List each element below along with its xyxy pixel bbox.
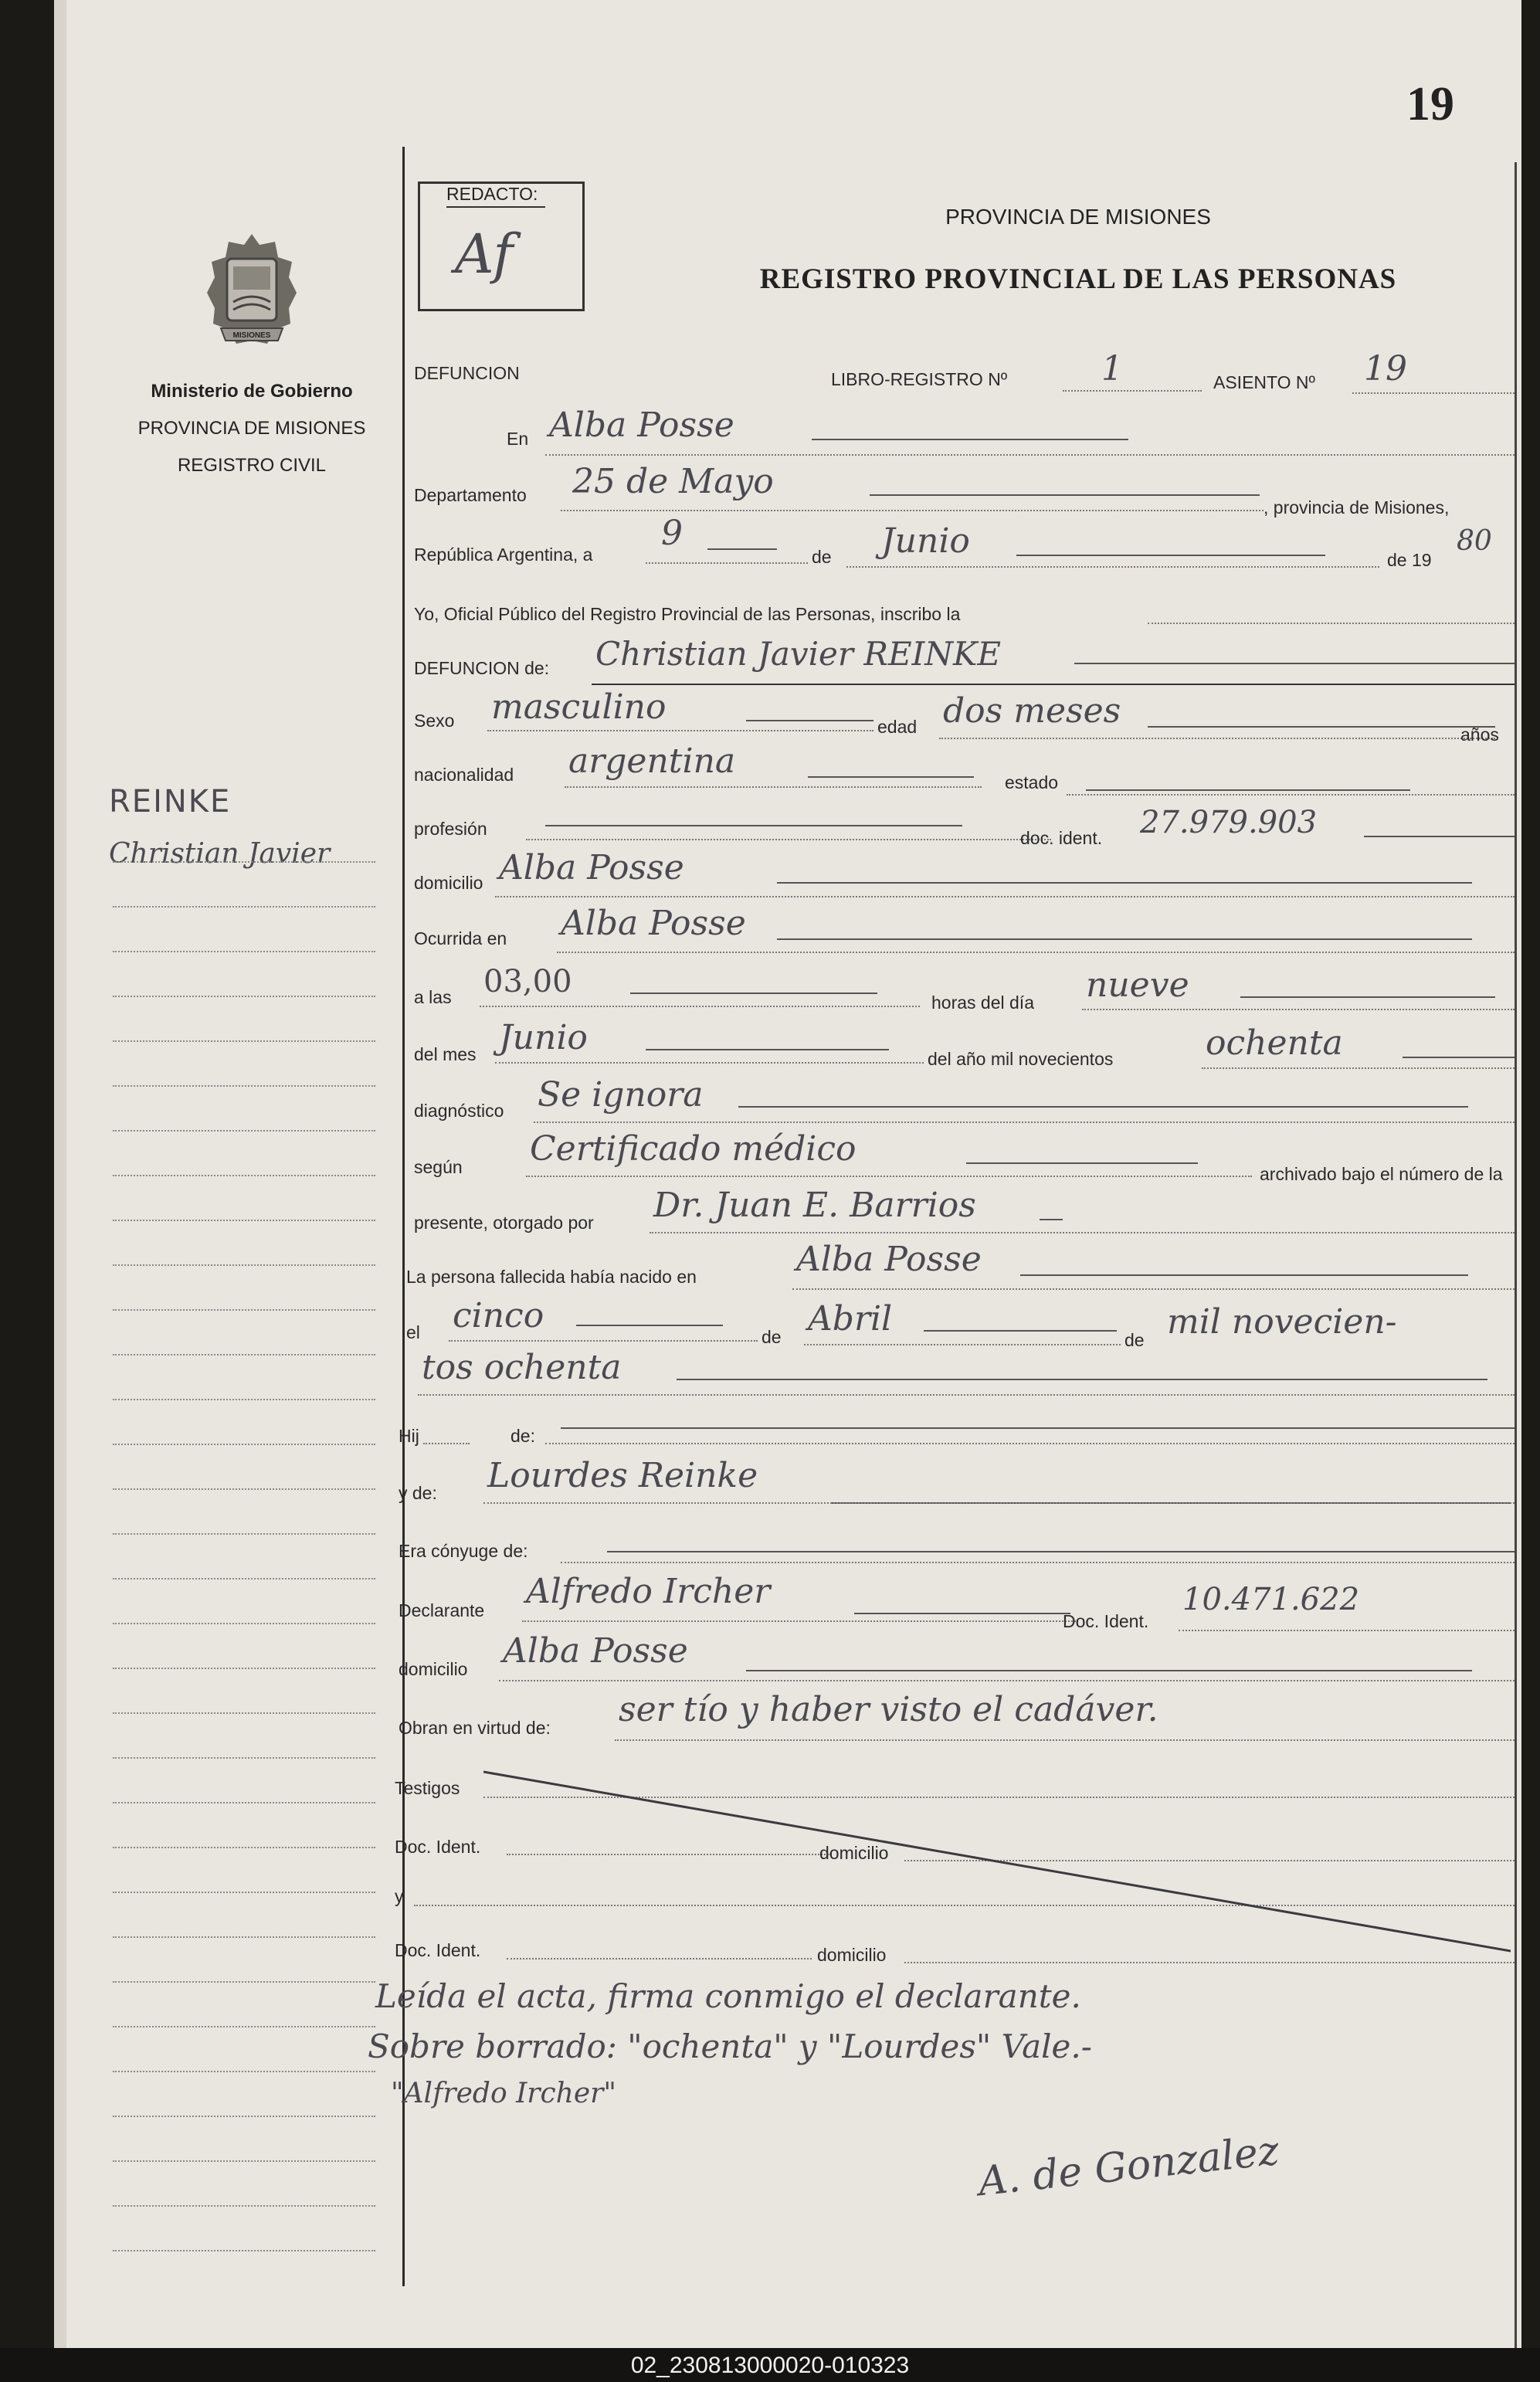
nacionalidad-value: argentina [568,741,736,781]
delmes-label: del mes [414,1044,477,1064]
yo-text: Yo, Oficial Público del Registro Provincial de las Personas, inscribo la [414,604,961,624]
ocurrida-label: Ocurrida en [414,928,507,948]
domicilio-label: domicilio [414,873,483,893]
margin-ruled-line [113,1040,375,1042]
act-type-label: DEFUNCION [414,363,520,383]
declarante-doc-value: 10.471.622 [1182,1582,1360,1617]
defuncion-label: DEFUNCION de: [414,658,550,678]
margin-ruled-line [113,1175,375,1176]
redacto-box [418,182,585,311]
en-value: Alba Posse [549,405,734,445]
margin-ruled-line [113,2026,375,2027]
testigo1-domicilio-label: domicilio [819,1843,889,1863]
presente-value: Dr. Juan E. Barrios [653,1186,976,1225]
left-margin-rule [402,147,405,2286]
segun-label: según [414,1157,463,1177]
anio-value: 80 [1457,525,1492,557]
de3-label: de [1124,1330,1145,1350]
margin-ruled-line [113,861,375,863]
alas-label: a las [414,987,452,1007]
segun-value: Certificado médico [530,1129,856,1169]
hijde-label: de: [511,1426,535,1446]
asiento-label: ASIENTO Nº [1213,372,1315,392]
closing-line-2: Sobre borrado: "ochenta" y "Lourdes" Vale.- [368,2027,1092,2065]
provincia-label: , provincia de Misiones, [1264,497,1450,517]
margin-ruled-line [113,1488,375,1490]
asiento-value: 19 [1364,349,1407,389]
diagnostico-value: Se ignora [538,1075,704,1115]
margin-note-name: Christian Javier [109,838,331,870]
margin-ruled-line [113,1130,375,1132]
declarante-domicilio-label: domicilio [399,1659,468,1679]
margin-ruled-line [113,1892,375,1893]
sexo-label: Sexo [414,711,455,731]
declarante-label: Declarante [399,1600,485,1620]
declarante-domicilio-value: Alba Posse [503,1631,688,1671]
yde-label: y de: [399,1483,437,1503]
profesion-label: profesión [414,819,487,839]
margin-ruled-line [113,1354,375,1356]
seal-text: MISIONES [232,331,271,340]
doc-label: doc. ident. [1020,828,1103,848]
margin-ruled-line [113,951,375,952]
margin-ruled-line [113,1399,375,1400]
mes-value: Junio [881,521,970,561]
margin-ruled-line [113,1623,375,1624]
anios-label: años [1460,724,1499,745]
edad-value: dos meses [943,691,1121,731]
ministry-name: Ministerio de Gobierno [151,381,353,402]
testigo1-doc-label: Doc. Ident. [395,1837,481,1857]
margin-ruled-line [113,2071,375,2072]
el-label: el [406,1322,420,1342]
margin-ruled-line [113,1533,375,1535]
margin-ruled-line [113,1936,375,1938]
defuncion-value: Christian Javier REINKE [595,635,1001,673]
edad-label: edad [877,717,918,737]
libro-label: LIBRO-REGISTRO Nº [831,369,1008,389]
libro-value: 1 [1101,349,1123,389]
margin-ruled-line [113,1444,375,1445]
de2-label: de [762,1327,782,1347]
ministry-registry: REGISTRO CIVIL [177,455,327,476]
estado-label: estado [1005,772,1059,792]
declarante-value: Alfredo Ircher [526,1572,771,1611]
closing-line-3: "Alfredo Ircher" [391,2078,616,2109]
official-signature: A. de Gonzalez [975,2127,1281,2206]
testigo2-domicilio-label: domicilio [817,1945,887,1965]
page-number: 19 [1406,78,1454,131]
y-label: y [395,1886,404,1906]
cancellation-stroke [483,1769,1511,1954]
conyuge-label: Era cónyuge de: [399,1541,528,1561]
hij-label: Hij [399,1426,419,1446]
margin-ruled-line [113,2160,375,2162]
margin-ruled-line [113,1264,375,1266]
testigo2-doc-label: Doc. Ident. [395,1940,481,1960]
margin-ruled-line [113,1757,375,1759]
yde-value: Lourdes Reinke [487,1456,758,1495]
archivado-label: archivado bajo el número de la [1260,1164,1503,1184]
obran-label: Obran en virtud de: [399,1718,551,1738]
margin-ruled-line [113,2205,375,2207]
margin-note-surname: REINKE [109,784,232,819]
margin-ruled-line [113,1085,375,1087]
el-value: cinco [453,1296,544,1335]
date-continuation-value: tos ochenta [422,1348,622,1387]
ministry-block [120,373,383,484]
redacto-label: REDACTO: [446,184,538,204]
horas-label: horas del día [931,992,1034,1013]
testigos-label: Testigos [395,1778,460,1798]
margin-ruled-line [113,1802,375,1803]
de-label: de [812,547,832,567]
margin-ruled-line [113,1578,375,1580]
right-margin-rule [1515,162,1517,2356]
alas-value: 03,00 [483,964,572,999]
departamento-value: 25 de Mayo [572,462,774,501]
margin-ruled-line [113,1309,375,1311]
de3-value: mil novecien- [1167,1302,1397,1342]
ministry-province: PROVINCIA DE MISIONES [137,418,366,439]
margin-ruled-line [113,906,375,908]
delanio-value: ochenta [1206,1023,1343,1063]
margin-ruled-line [113,2116,375,2117]
de2-value: Abril [808,1299,893,1339]
obran-value: ser tío y haber visto el cadáver. [619,1690,1158,1729]
ocurrida-value: Alba Posse [561,904,746,943]
sexo-value: masculino [491,687,667,727]
delmes-value: Junio [499,1018,588,1057]
margin-ruled-line [113,1220,375,1221]
horas-value: nueve [1086,965,1189,1005]
register-page [54,0,1521,2348]
nacido-label: La persona fallecida había nacido en [406,1267,697,1287]
nacido-value: Alba Posse [796,1240,982,1279]
anio-label: de 19 [1387,550,1432,570]
margin-ruled-line [113,996,375,997]
margin-ruled-line [113,1847,375,1848]
closing-line-1: Leída el acta, firma conmigo el declarante. [375,1977,1081,2015]
declarante-doc-label: Doc. Ident. [1063,1611,1149,1631]
footer-file-id: 02_230813000020-010323 [630,2353,910,2378]
margin-ruled-line [113,1712,375,1714]
province-heading: PROVINCIA DE MISIONES [945,205,1211,229]
diagnostico-label: diagnóstico [414,1101,504,1121]
departamento-label: Departamento [414,485,527,505]
registry-title: REGISTRO PROVINCIAL DE LAS PERSONAS [759,263,1397,295]
delanio-label: del año mil novecientos [928,1049,1114,1069]
en-label: En [507,429,529,449]
redacto-initials: Af [455,222,514,286]
dia-value: 9 [661,514,683,553]
footer-bar [0,2348,1540,2382]
margin-ruled-line [113,1668,375,1669]
republica-label: República Argentina, a [414,545,593,565]
presente-label: presente, otorgado por [414,1213,594,1233]
domicilio-value: Alba Posse [499,848,684,887]
provincial-seal-icon [198,228,306,351]
nacionalidad-label: nacionalidad [414,765,514,785]
margin-ruled-line [113,1981,375,1983]
margin-ruled-line [113,2250,375,2251]
doc-value: 27.979.903 [1140,805,1318,840]
